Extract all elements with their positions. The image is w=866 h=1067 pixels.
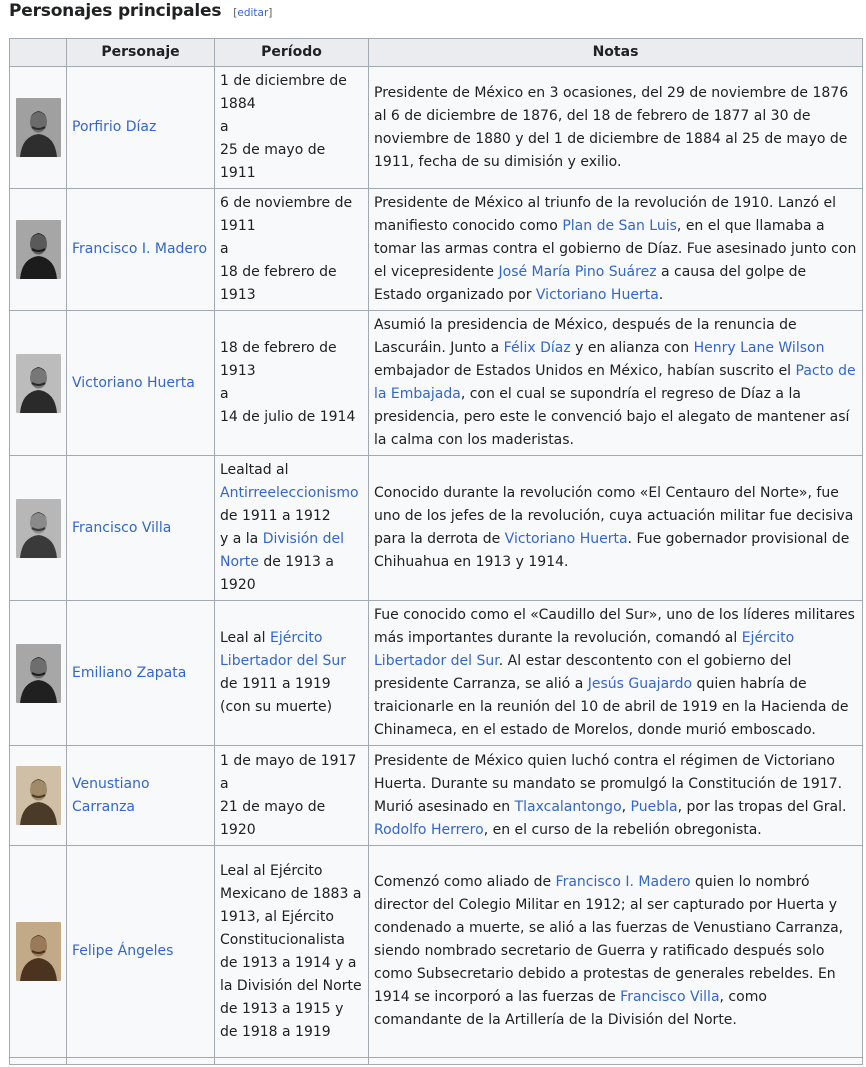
portrait-felipe-angeles-icon[interactable]: [16, 922, 61, 981]
character-cell: [67, 67, 215, 189]
table-row: [10, 311, 863, 456]
text-run: Comenzó como aliado de: [374, 874, 556, 890]
table-row-partial: [10, 1058, 863, 1065]
wiki-link[interactable]: Jesús Guajardo: [587, 676, 693, 692]
portrait-cell: [10, 67, 67, 189]
empty-cell: [215, 1058, 369, 1065]
empty-cell: [67, 1058, 215, 1065]
character-cell: [67, 846, 215, 1058]
header-period: Período: [215, 39, 369, 67]
character-cell: [67, 601, 215, 746]
wiki-link[interactable]: Ejército Libertador del Sur: [220, 630, 347, 669]
period-cell: [215, 67, 369, 189]
portrait-cell: [10, 746, 67, 846]
edit-link[interactable]: editar: [237, 7, 269, 19]
text-run: 1 de mayo de 1917: [220, 752, 357, 769]
portrait-porfirio-diaz-icon[interactable]: [16, 98, 61, 157]
period-cell: [215, 846, 369, 1058]
text-run: de 1911 a 1912: [220, 508, 331, 524]
text-run: Presidente de México en 3 ocasiones, del 29 de noviembre de 1876 al 6 de diciembre de 1876, del 18 de febrero de 1877 al 30 de noviembre de 1880 y del 1 de diciembre de 1884 al 25 de mayo de 1911, fecha de su dimisión y exilio.: [374, 84, 849, 170]
text-run: a causa del golpe de Estado organizado por: [374, 264, 807, 303]
edit-bracket-open: [: [233, 7, 238, 19]
wiki-link[interactable]: Pacto de la Embajada: [374, 363, 856, 402]
portrait-venustiano-carranza-icon[interactable]: [16, 766, 61, 825]
table-row: [10, 846, 863, 1058]
character-cell: [67, 189, 215, 311]
wiki-link[interactable]: Francisco Villa: [620, 989, 720, 1005]
portrait-cell: [10, 456, 67, 601]
header-notes: Notas: [369, 39, 863, 67]
table-row: [10, 746, 863, 846]
text-run: , por las tropas del Gral.: [677, 798, 847, 815]
wiki-link[interactable]: Francisco I. Madero: [555, 874, 691, 890]
text-run: Fue conocido como el «Caudillo del Sur», uno de los líderes militares más importantes durante la revolución, comandó al: [374, 607, 855, 646]
table-row: [10, 67, 863, 189]
notes-cell: [369, 601, 863, 746]
text-run: . Al estar descontento con el gobierno del presidente Carranza, se alió a: [374, 653, 792, 692]
portrait-cell: [10, 311, 67, 456]
empty-cell: [10, 1058, 67, 1065]
character-link[interactable]: Victoriano Huerta: [72, 374, 195, 391]
header-image: [10, 39, 67, 67]
period-cell: [215, 456, 369, 601]
text-run: a: [220, 775, 229, 792]
wiki-link[interactable]: Victoriano Huerta: [504, 531, 628, 547]
edit-bracket-close: ]: [268, 7, 273, 19]
text-run: .: [658, 287, 664, 303]
notes-cell: [369, 746, 863, 846]
table-row: [10, 189, 863, 311]
text-run: , con el cual se supondría el regreso de Díaz a la presidencia, pero este le convenció bajo el alegato de mantener así la calma con los maderistas.: [374, 386, 850, 448]
edit-section: [233, 7, 272, 19]
text-run: 18 de febrero de 1913: [220, 264, 337, 303]
text-run: , como comandante de la Artillería de la División del Norte.: [374, 989, 767, 1028]
portrait-francisco-villa-icon[interactable]: [16, 499, 61, 558]
character-cell: [67, 746, 215, 846]
character-link[interactable]: Emiliano Zapata: [72, 664, 187, 681]
table-header-row: [10, 39, 863, 67]
period-cell: [215, 311, 369, 456]
wiki-link[interactable]: Antirreeleccionismo: [220, 485, 359, 501]
wiki-link[interactable]: Victoriano Huerta: [535, 287, 659, 303]
text-run: Leal al Ejército Mexicano de 1883 a 1913, al Ejército Constitucionalista de 1913 a 1914 y a la División del Norte de 1913 a 1915 y de 1918 a 1919: [220, 862, 362, 1040]
notes-cell: [369, 456, 863, 601]
text-run: y a la: [220, 531, 263, 547]
notes-cell: [369, 67, 863, 189]
table-row: [10, 601, 863, 746]
text-run: Lealtad al: [220, 462, 289, 478]
header-character: Personaje: [67, 39, 215, 67]
table-row: [10, 456, 863, 601]
text-run: 14 de julio de 1914: [220, 409, 356, 425]
period-cell: [215, 189, 369, 311]
portrait-cell: [10, 846, 67, 1058]
wiki-link[interactable]: División del Norte: [220, 531, 344, 570]
text-run: , en el curso de la rebelión obregonista.: [483, 821, 762, 838]
portrait-emiliano-zapata-icon[interactable]: [16, 644, 61, 703]
wiki-link[interactable]: Puebla: [630, 798, 678, 815]
text-run: 1 de diciembre de 1884: [220, 73, 347, 112]
text-run: de 1913 a 1920: [220, 554, 334, 593]
text-run: a: [220, 386, 229, 402]
portrait-cell: [10, 189, 67, 311]
character-cell: [67, 456, 215, 601]
wiki-link[interactable]: Henry Lane Wilson: [693, 340, 825, 356]
text-run: a: [220, 241, 229, 257]
text-run: quien lo nombró director del Colegio Militar en 1912; al ser capturado por Huerta y condenado a muerte, se alió a las fuerzas de Venustiano Carranza, siendo nombrado secretario de Guerra y ratificado después solo como Subsecretario debido a protestas de generales rebeldes. En 1914 se incorporó a las fuerzas de: [374, 874, 844, 1005]
wiki-link[interactable]: Rodolfo Herrero: [374, 821, 484, 838]
period-cell: [215, 601, 369, 746]
character-link[interactable]: Porfirio Díaz: [72, 119, 157, 135]
text-run: quien habría de traicionarle en la reunión del 10 de abril de 1919 en la Hacienda de Chinameca, en el estado de Morelos, donde murió emboscado.: [374, 676, 849, 738]
wiki-link[interactable]: Plan de San Luis: [562, 218, 677, 234]
wiki-link[interactable]: Ejército Libertador del Sur: [374, 630, 795, 669]
text-run: 21 de mayo de 1920: [220, 798, 326, 838]
notes-cell: [369, 311, 863, 456]
character-link[interactable]: Venustiano Carranza: [72, 775, 150, 815]
empty-cell: [369, 1058, 863, 1065]
text-run: de 1911 a 1919 (con su muerte): [220, 676, 333, 715]
text-run: a: [220, 119, 229, 135]
text-run: 25 de mayo de 1911: [220, 142, 326, 181]
notes-cell: [369, 189, 863, 311]
section-title: Personajes principales: [9, 1, 222, 21]
wiki-link[interactable]: Tlaxcalantongo: [514, 798, 622, 815]
text-run: Conocido durante la revolución como «El Centauro del Norte», fue uno de los jefes de la revolución, cuya actuación militar fue decisiva para la derrota de: [374, 485, 854, 547]
text-run: y en alianza con: [570, 340, 694, 356]
portrait-cell: [10, 601, 67, 746]
wiki-link[interactable]: Félix Díaz: [503, 340, 571, 356]
character-link[interactable]: Francisco I. Madero: [72, 241, 208, 257]
period-cell: [215, 746, 369, 846]
character-link[interactable]: Felipe Ángeles: [72, 943, 174, 959]
text-run: Presidente de México al triunfo de la revolución de 1910. Lanzó el manifiesto conocido como: [374, 195, 837, 234]
portrait-francisco-madero-icon[interactable]: [16, 220, 61, 279]
portrait-victoriano-huerta-icon[interactable]: [16, 354, 61, 413]
text-run: embajador de Estados Unidos en México, habían suscrito el: [374, 363, 796, 379]
text-run: Asumió la presidencia de México, después de la renuncia de Lascuráin. Junto a: [374, 317, 797, 356]
character-cell: [67, 311, 215, 456]
wiki-link[interactable]: José María Pino Suárez: [498, 264, 657, 280]
text-run: Presidente de México quien luchó contra el régimen de Victoriano Huerta. Durante su mandato se promulgó la Constitución de 1917. Murió asesinado en: [374, 752, 843, 815]
text-run: 6 de noviembre de 1911: [220, 195, 353, 234]
character-link[interactable]: Francisco Villa: [72, 519, 172, 536]
text-run: Leal al: [220, 630, 271, 646]
text-run: 18 de febrero de 1913: [220, 340, 337, 379]
text-run: ,: [621, 798, 631, 815]
text-run: . Fue gobernador provisional de Chihuahua en 1913 y 1914.: [374, 531, 850, 570]
characters-table: [9, 38, 863, 1065]
notes-cell: [369, 846, 863, 1058]
text-run: , en el que llamaba a tomar las armas contra el gobierno de Díaz. Fue asesinado junto con el vicepresidente: [374, 218, 857, 280]
section-header: [9, 0, 272, 26]
